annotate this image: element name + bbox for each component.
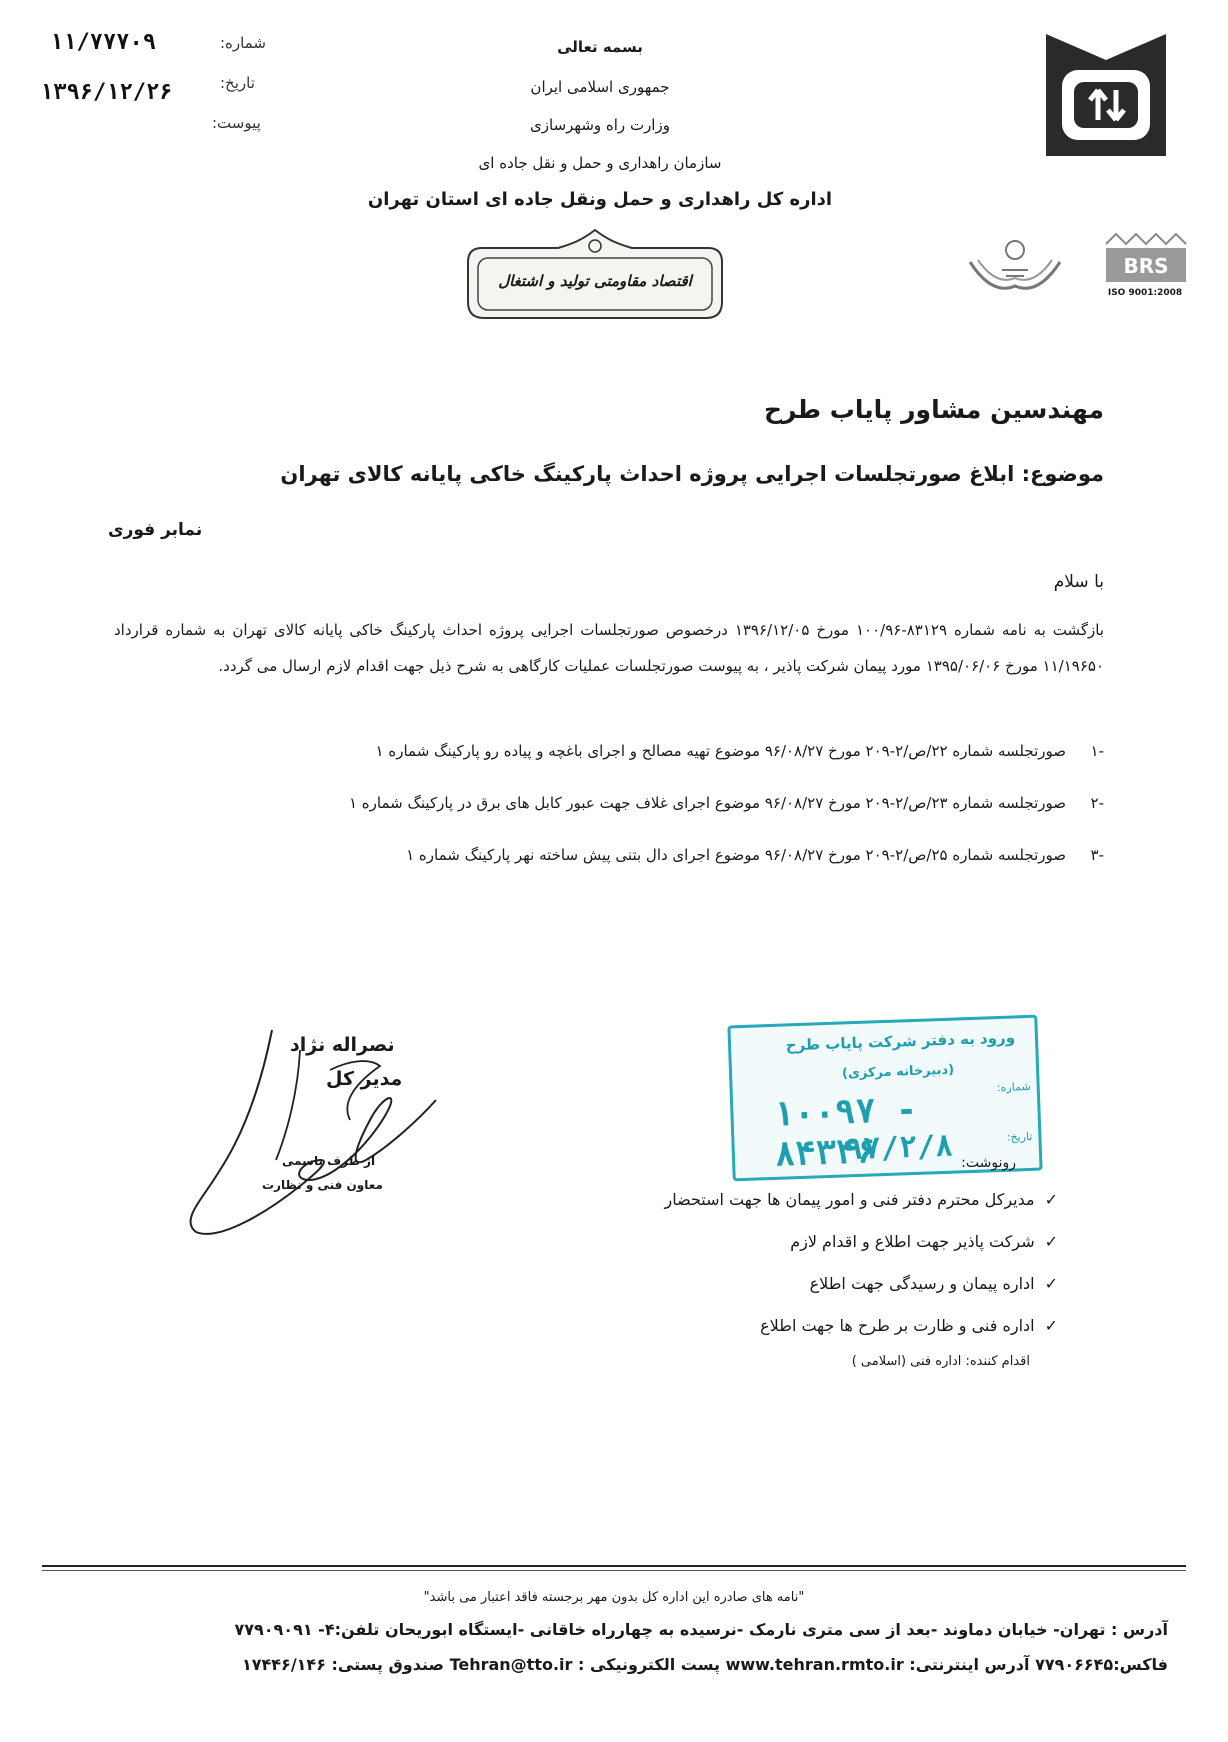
cc-item <box>790 1232 1058 1251</box>
cc-item-text: شرکت پاذیر جهت اطلاع و اقدام لازم <box>790 1232 1035 1251</box>
header-ministry: وزارت راه وشهرسازی <box>530 116 670 134</box>
footer-divider <box>42 1570 1186 1571</box>
list-item-text: صورتجلسه شماره ۲۵/ص/۲-۲۰۹ مورخ ۹۶/۰۸/۲۷ موضوع اجرای دال بتنی پیش ساخته نهر پارکینگ شماره ۱ <box>406 846 1066 864</box>
footer-email-link[interactable]: Tehran@tto.ir <box>449 1655 573 1674</box>
letterhead <box>330 30 870 209</box>
header-republic: جمهوری اسلامی ایران <box>530 78 670 96</box>
attachment-label: پیوست: <box>212 114 261 132</box>
list-item-text: صورتجلسه شماره ۲۳/ص/۲-۲۰۹ مورخ ۹۶/۰۸/۲۷ موضوع اجرای غلاف جهت عبور کابل های برق در پارکینگ شماره ۱ <box>348 794 1066 812</box>
handwritten-signature-icon <box>180 1010 440 1242</box>
cc-item-text: مدیرکل محترم دفتر فنی و امور پیمان ها جهت استحضار <box>664 1190 1035 1209</box>
stamp-title: ورود به دفتر شرکت پایاب طرح <box>785 1028 1016 1055</box>
signature-on-behalf: از طرف یاسمی <box>282 1154 376 1168</box>
brs-label: BRS <box>1123 254 1169 278</box>
date-label: تاریخ: <box>220 74 255 92</box>
ministry-logo <box>1040 30 1172 162</box>
cc-label: رونوشت: <box>961 1155 1016 1171</box>
letter-body: بازگشت به نامه شماره ۸۳۱۲۹-۱۰۰/۹۶ مورخ ۱۳۹۶/۱۲/۰۵ درخصوص صورتجلسات اجرایی پروژه احداث پارکینگ خاکی پایانه کالای تهران به شماره قرارداد ۱۱/۱۹۶۵۰ مورخ ۱۳۹۵/۰۶/۰۶ مورد پیمان شرکت پاذیر ، به پیوست صورتجلسات عملیات کارگاهی به شرح ذیل جهت اقدام لازم ارسال می گردد. <box>114 621 1105 675</box>
footer-web-label: آدرس اینترنتی: <box>909 1655 1030 1674</box>
stamp-date: ۹۷/۲/۸ <box>844 1128 954 1168</box>
check-icon: ✓ <box>1044 1316 1058 1335</box>
stamp-number: ۱۰۰۹۷ - ۸۴۳۴۶ <box>772 1089 918 1175</box>
stamp-number-label: شماره: <box>996 1079 1031 1095</box>
slogan-text: اقتصاد مقاومتی تولید و اشتغال <box>498 272 692 290</box>
cc-item-text: اداره پیمان و رسیدگی جهت اطلاع <box>809 1274 1035 1293</box>
list-item-number: -۱ <box>1090 742 1104 760</box>
slogan-badge <box>462 226 728 326</box>
list-item-number: -۲ <box>1090 794 1104 812</box>
iso-label: ISO 9001:2008 <box>1107 288 1183 298</box>
header-organization: سازمان راهداری و حمل و نقل جاده ای <box>478 154 722 172</box>
footer-fax: فاکس:۷۷۹۰۶۶۴۵ <box>1035 1655 1168 1674</box>
list-item-number: -۳ <box>1090 846 1104 864</box>
footer-validity-note: "نامه های صادره این اداره کل بدون مهر برجسته فاقد اعتبار می باشد" <box>423 1590 805 1605</box>
cc-item <box>760 1316 1058 1335</box>
list-item <box>376 742 1104 760</box>
stamp-subtitle: (دبیرخانه مرکزی) <box>841 1062 955 1082</box>
footer-web-link[interactable]: www.tehran.rmto.ir <box>725 1655 904 1674</box>
list-item-text: صورتجلسه شماره ۲۲/ص/۲-۲۰۹ مورخ ۹۶/۰۸/۲۷ موضوع تهیه مصالح و اجرای باغچه و پیاده رو پارکینگ شماره ۱ <box>375 742 1066 760</box>
cc-item <box>810 1274 1058 1293</box>
footer-contact <box>242 1655 1168 1674</box>
list-item <box>406 846 1104 864</box>
footer-divider <box>42 1565 1186 1567</box>
number-label: شماره: <box>220 34 266 52</box>
cc-item-text: اداره فنی و ظارت بر طرح ها جهت اطلاع <box>760 1316 1035 1335</box>
stamp-date-label: تاریخ: <box>1006 1129 1033 1144</box>
iso-badge <box>1102 232 1188 302</box>
signatory-title: مدیر کل <box>326 1068 403 1090</box>
list-item <box>349 794 1104 812</box>
action-by: اقدام کننده: اداره فنی (اسلامی ) <box>851 1354 1030 1369</box>
urgent-fax-label: نمابر فوری <box>108 520 203 540</box>
check-icon: ✓ <box>1044 1232 1058 1251</box>
footer-address: آدرس : تهران- خیابان دماوند -بعد از سی متری نارمک -نرسیده به چهارراه خاقانی -ایستگاه ابوریحان تلفن:۴- ۷۷۹۰۹۰۹۱ <box>234 1620 1168 1639</box>
signature-deputy: معاون فنی و نظارت <box>262 1178 383 1192</box>
cc-item <box>664 1190 1058 1209</box>
check-icon: ✓ <box>1044 1274 1058 1293</box>
header-bismillah: بسمه تعالی <box>557 38 643 56</box>
header-department: اداره کل راهداری و حمل ونقل جاده ای استان تهران <box>367 189 833 210</box>
check-icon: ✓ <box>1044 1190 1058 1209</box>
subject-line: موضوع: ابلاغ صورتجلسات اجرایی پروژه احداث پارکینگ خاکی پایانه کالای تهران <box>280 462 1104 486</box>
greeting: با سلام <box>1053 572 1104 592</box>
recipient-heading: مهندسین مشاور پایاب طرح <box>763 395 1104 424</box>
signatory-name: نصراله نژاد <box>290 1034 395 1056</box>
date-value: ۱۳۹۶/۱۲/۲۶ <box>40 80 173 105</box>
footer-email-label: پست الکترونیکی : <box>578 1655 721 1674</box>
footer-pobox: صندوق پستی: ۱۷۴۴۶/۱۴۶ <box>241 1655 444 1674</box>
certification-seal-icon <box>962 236 1068 296</box>
number-value: ۱۱/۷۷۷۰۹ <box>50 30 156 55</box>
